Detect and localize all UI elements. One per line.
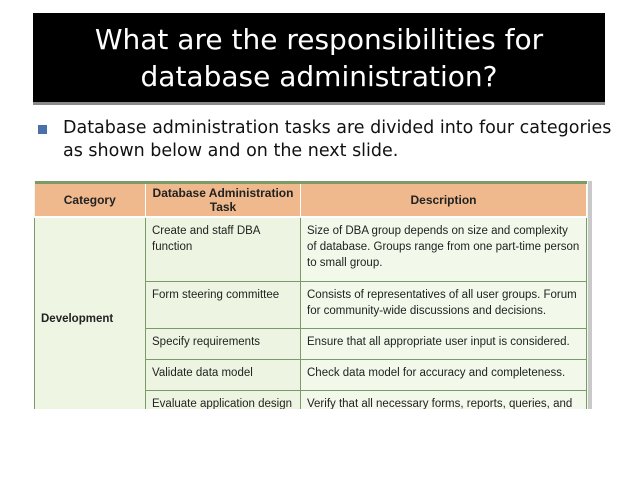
task-cell: Evaluate application design xyxy=(146,390,301,409)
square-bullet-icon xyxy=(38,125,47,134)
slide-title-bar xyxy=(33,13,605,105)
task-cell: Specify requirements xyxy=(146,328,301,359)
task-cell: Form steering committee xyxy=(146,281,301,328)
bullet-point xyxy=(38,117,618,163)
header-task: Database Administration Task xyxy=(146,183,301,218)
table-row xyxy=(35,217,587,281)
description-cell: Verify that all necessary forms, reports, queries, and xyxy=(301,390,587,409)
header-description: Description xyxy=(301,183,587,218)
description-cell: Ensure that all appropriate user input is considered. xyxy=(301,328,587,359)
description-cell: Check data model for accuracy and completeness. xyxy=(301,359,587,390)
header-category: Category xyxy=(35,183,146,218)
slide-title: What are the responsibilities for database administration? xyxy=(94,22,544,93)
description-cell: Consists of representatives of all user groups. Forum for community-wide discussions and decisions. xyxy=(301,281,587,328)
description-cell: Size of DBA group depends on size and complexity of database. Groups range from one part-time person to small group. xyxy=(301,217,587,281)
category-cell: Development xyxy=(35,217,146,409)
table-header-row xyxy=(35,183,587,218)
task-cell: Create and staff DBA function xyxy=(146,217,301,281)
bullet-text: Database administration tasks are divided into four categories as shown below and on the next slide. xyxy=(63,118,612,161)
dba-task-table xyxy=(34,181,590,409)
task-cell: Validate data model xyxy=(146,359,301,390)
table-image-edge xyxy=(588,181,592,409)
